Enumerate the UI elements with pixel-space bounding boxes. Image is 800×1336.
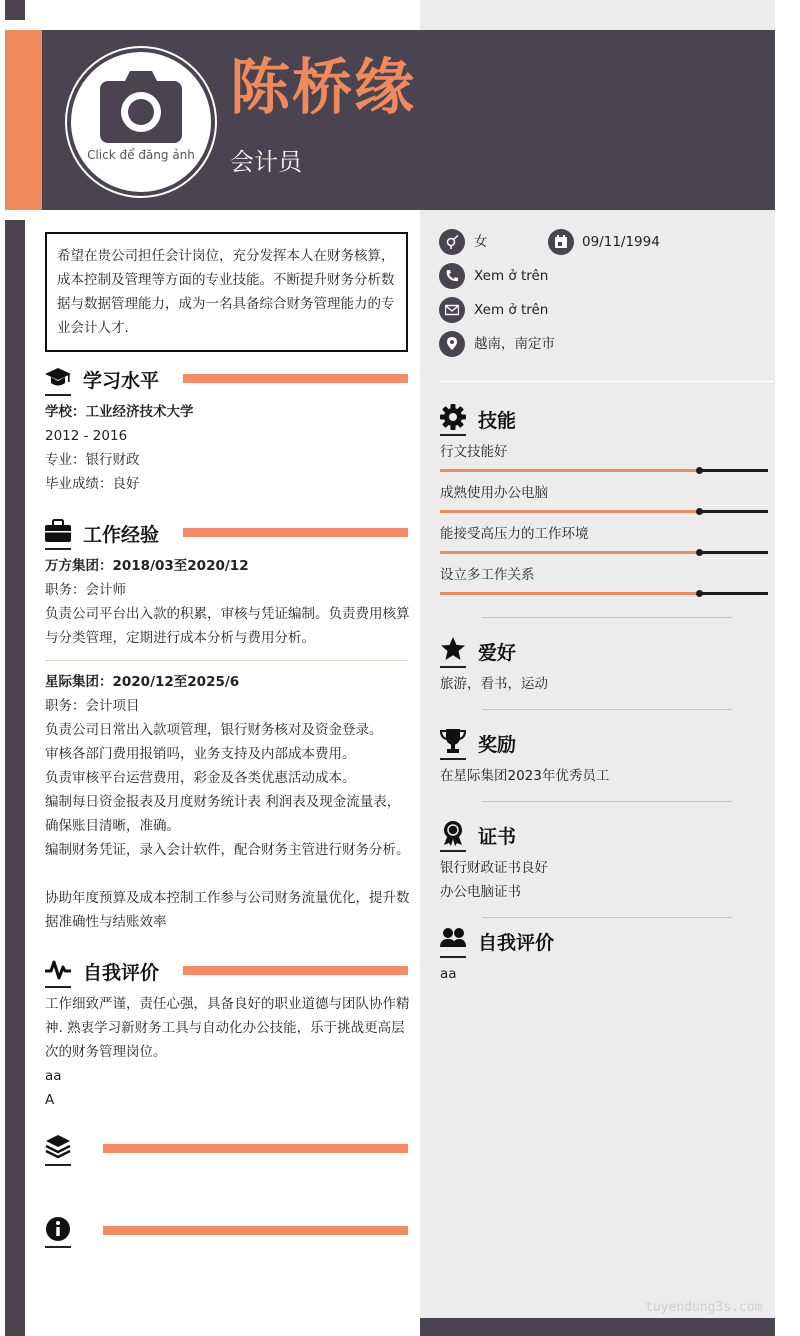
info-divider [440, 381, 775, 382]
job-2-desc-line[interactable]: 编制每日资金报表及月度财务统计表 利润表及现金流量表，确保账目清晰，准确。 [45, 794, 401, 834]
skill-bar-fill [440, 510, 699, 513]
skill-label[interactable]: 能接受高压力的工作环境 [440, 526, 589, 542]
untitled-section-bar [103, 1144, 408, 1153]
email-value[interactable]: Xem ở trên [474, 302, 549, 318]
graduation-cap-icon [45, 364, 71, 390]
job-2-position[interactable]: 职务：会计项目 [45, 698, 140, 714]
job-2-desc-line[interactable]: 审核各部门费用报销吗，业务支持及内部成本费用。 [45, 746, 356, 762]
avatar-upload[interactable] [71, 52, 211, 192]
address-value[interactable]: 越南，南定市 [474, 336, 555, 352]
awards-title: 奖励 [478, 734, 517, 756]
skill-bar [440, 510, 768, 513]
experience-title: 工作经验 [83, 524, 160, 546]
briefcase-icon [45, 518, 71, 544]
section-divider [482, 617, 732, 618]
skill-bar [440, 592, 768, 595]
job-2-company[interactable]: 星际集团：2020/12至2025/6 [45, 674, 240, 690]
star-icon [440, 636, 466, 662]
self-evaluation-right-title: 自我评价 [478, 932, 555, 954]
icon-underline [45, 394, 71, 396]
education-years[interactable]: 2012 - 2016 [45, 428, 128, 444]
job-1-description[interactable]: 负责公司平台出入款的积累，审核与凭证编制。负责费用核算与分类管理，定期进行成本分析与费用分析。 [45, 606, 410, 646]
icon-underline [440, 956, 466, 958]
job-divider [45, 660, 408, 661]
header-accent [5, 30, 42, 210]
experience-section-header [45, 518, 408, 550]
icon-underline [45, 986, 71, 988]
email-icon [439, 297, 465, 323]
icon-underline [45, 1246, 71, 1248]
icon-underline [440, 434, 466, 436]
certificates-section-header [440, 820, 770, 852]
gender-icon [439, 229, 465, 255]
self-evaluation-line[interactable]: A [45, 1092, 55, 1108]
education-major[interactable]: 专业：银行财政 [45, 452, 140, 468]
self-evaluation-text[interactable]: 工作细致严谨，责任心强，具备良好的职业道德与团队协作精神. 熟衷学习新财务工具与自动化办公技能，乐于挑战更高层次的财务管理岗位。 [45, 996, 410, 1060]
layers-icon [45, 1134, 71, 1160]
skill-bar [440, 551, 768, 554]
users-icon [440, 926, 466, 952]
location-icon [439, 331, 465, 357]
info-icon [45, 1216, 71, 1242]
education-school[interactable]: 学校：工业经济技术大学 [45, 404, 194, 420]
skill-label[interactable]: 设立多工作关系 [440, 567, 535, 583]
section-divider [482, 709, 732, 710]
certificate-item[interactable]: 办公电脑证书 [440, 884, 521, 900]
skills-title: 技能 [478, 410, 517, 432]
self-evaluation-right-section-header [440, 926, 770, 958]
untitled-section-header [45, 1134, 408, 1166]
birthday-value[interactable]: 09/11/1994 [582, 234, 660, 250]
certificates-title: 证书 [478, 826, 517, 848]
skill-bar-fill [440, 551, 699, 554]
job-2-desc-line[interactable]: 协助年度预算及成本控制工作参与公司财务流量优化，提升数据准确性与结账效率 [45, 890, 410, 930]
skill-bar [440, 469, 768, 472]
icon-underline [440, 758, 466, 760]
icon-underline [45, 1164, 71, 1166]
gender-value[interactable]: 女 [474, 234, 488, 250]
hobbies-title: 爱好 [478, 642, 517, 664]
medal-icon [440, 820, 466, 846]
avatar-upload-label: Click để đăng ảnh [87, 148, 195, 162]
certificate-item[interactable]: 银行财政证书良好 [440, 860, 548, 876]
hobbies-text[interactable]: 旅游，看书，运动 [440, 676, 548, 692]
self-evaluation-line[interactable]: aa [45, 1068, 62, 1084]
camera-icon [100, 71, 182, 143]
job-1-company[interactable]: 万方集团：2018/03至2020/12 [45, 558, 249, 574]
calendar-icon [548, 229, 574, 255]
experience-title-bar [183, 528, 408, 537]
icon-underline [45, 548, 71, 550]
right-margin [775, 0, 800, 1336]
awards-text[interactable]: 在星际集团2023年优秀员工 [440, 768, 610, 784]
trophy-icon [440, 728, 466, 754]
skill-label[interactable]: 行文技能好 [440, 444, 508, 460]
untitled-section-bar [103, 1226, 408, 1235]
skill-label[interactable]: 成熟使用办公电脑 [440, 485, 548, 501]
phone-icon [439, 263, 465, 289]
job-2-desc-line[interactable]: 编制财务凭证，录入会计软件，配合财务主管进行财务分析。 [45, 842, 410, 858]
untitled-section-header [45, 1216, 408, 1248]
left-strip-top [5, 0, 25, 20]
gear-icon [440, 404, 466, 430]
career-objective[interactable]: 希望在贵公司担任会计岗位，充分发挥本人在财务核算，成本控制及管理等方面的专业技能。不断提升财务分析数据与数据管理能力，成为一名具备综合财务管理能力的专业会计人才. [45, 232, 408, 352]
watermark: tuyendung3s.com [645, 1300, 763, 1315]
skill-bar-fill [440, 469, 699, 472]
section-divider [482, 917, 732, 918]
education-title: 学习水平 [83, 370, 160, 392]
left-strip [5, 220, 25, 1336]
skills-section-header [440, 404, 770, 436]
icon-underline [440, 666, 466, 668]
footer-bar [420, 1318, 800, 1336]
hobbies-section-header [440, 636, 770, 668]
education-section-header [45, 364, 408, 396]
awards-section-header [440, 728, 770, 760]
phone-value[interactable]: Xem ở trên [474, 268, 549, 284]
icon-underline [440, 850, 466, 852]
job-1-position[interactable]: 职务：会计师 [45, 582, 126, 598]
job-2-desc-line[interactable]: 负责公司日常出入款项管理，银行财务核对及资金登录。 [45, 722, 383, 738]
self-evaluation-title-bar [183, 966, 408, 975]
self-evaluation-right-text[interactable]: aa [440, 966, 457, 982]
section-divider [482, 801, 732, 802]
job-title[interactable]: 会计员 [230, 148, 302, 176]
skill-bar-fill [440, 592, 699, 595]
job-2-desc-line[interactable]: 负责审核平台运营费用，彩金及各类优惠活动成本。 [45, 770, 356, 786]
self-evaluation-section-header [45, 956, 408, 988]
education-grade[interactable]: 毕业成绩：良好 [45, 476, 140, 492]
candidate-name[interactable]: 陈桥缘 [230, 53, 416, 123]
pulse-icon [45, 956, 71, 982]
education-title-bar [183, 374, 408, 383]
self-evaluation-title: 自我评价 [83, 962, 160, 984]
